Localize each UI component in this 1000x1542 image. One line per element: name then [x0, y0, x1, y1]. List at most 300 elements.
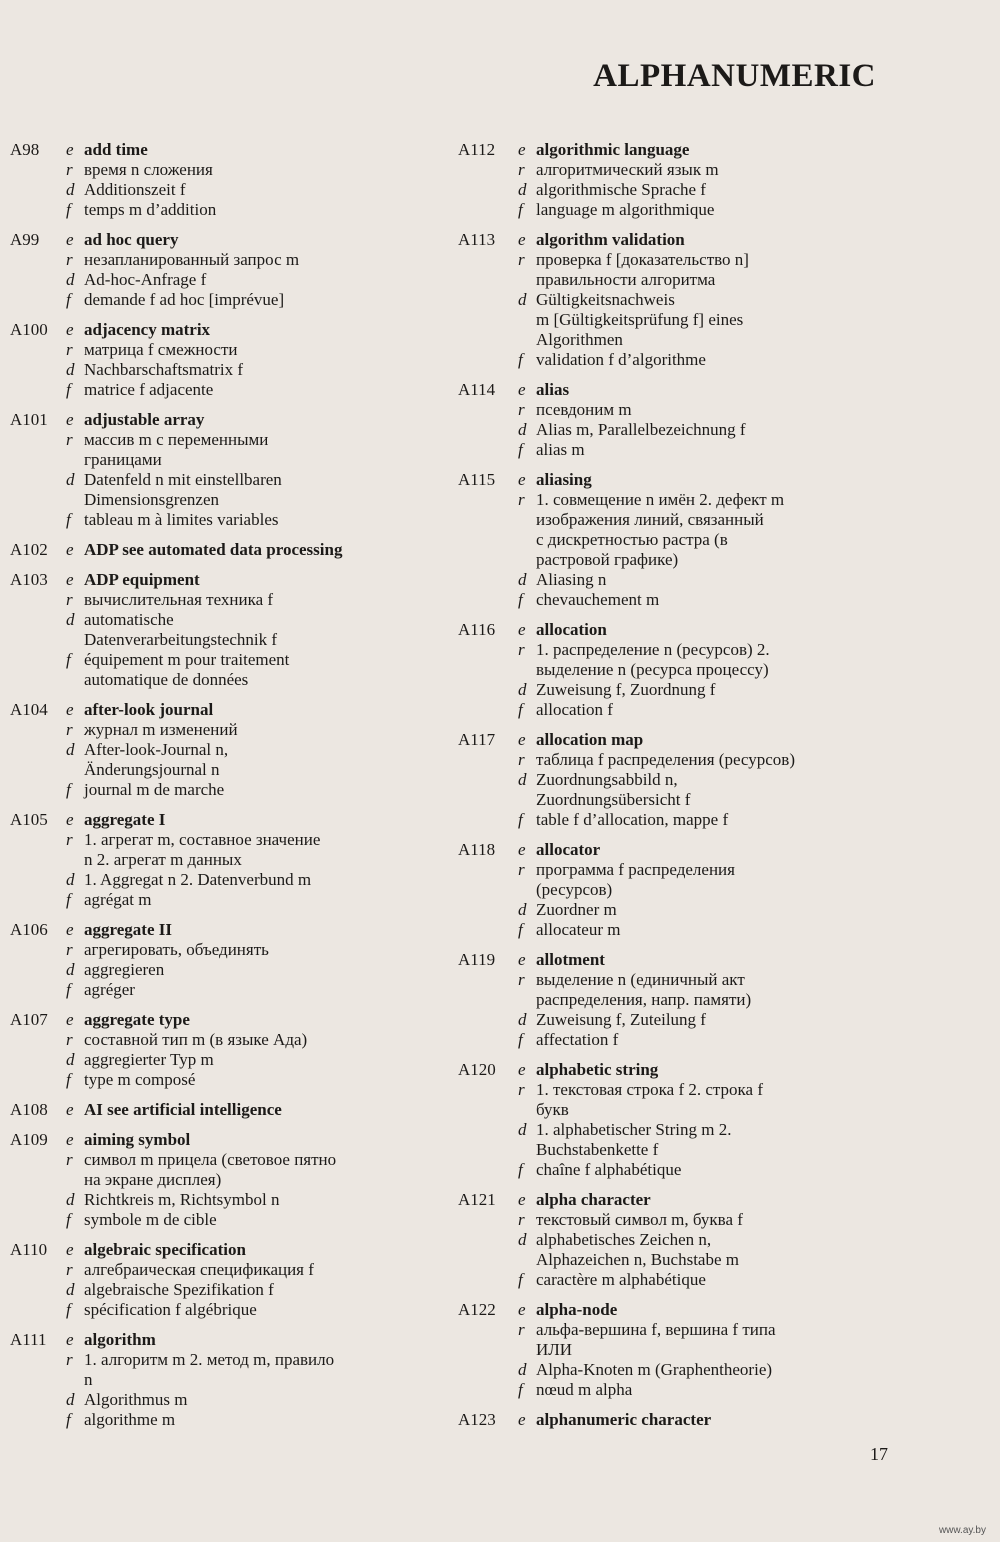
language-label: d — [66, 1390, 75, 1409]
translation-text: Änderungsjournal n — [84, 760, 220, 779]
translation-line — [66, 360, 430, 380]
page-header: ALPHANUMERIC — [593, 58, 876, 94]
translation-line — [66, 1280, 430, 1300]
language-label: e — [518, 730, 526, 749]
translation-line — [518, 860, 858, 880]
translation-text: букв — [536, 1100, 569, 1119]
entry-number: A117 — [458, 730, 496, 749]
translation-text: validation f d’algorithme — [536, 350, 706, 369]
language-label — [518, 270, 536, 290]
translation-text: algebraische Spezifikation f — [84, 1280, 274, 1299]
translation-line — [518, 180, 858, 200]
language-label — [518, 1250, 536, 1270]
translation-line — [518, 700, 858, 720]
translation-line — [66, 850, 430, 870]
translation-text: составной тип m (в языке Ада) — [84, 1030, 308, 1049]
entry-number: A115 — [458, 470, 496, 489]
translation-text: language m algorithmique — [536, 200, 715, 219]
translation-text: алгоритмический язык m — [536, 160, 719, 179]
translation-line — [518, 990, 858, 1010]
dictionary-entry — [10, 1100, 430, 1120]
translation-text: Algorithmus m — [84, 1390, 188, 1409]
language-label — [66, 850, 84, 870]
translation-text: Datenfeld n mit einstellbaren — [84, 470, 282, 489]
language-label — [518, 790, 536, 810]
language-label: f — [518, 350, 523, 369]
language-label: f — [518, 1160, 523, 1179]
language-label — [66, 490, 84, 510]
translation-line — [518, 840, 858, 860]
translation-line — [518, 1270, 858, 1290]
language-label — [518, 530, 536, 550]
translation-line — [518, 420, 858, 440]
translation-line — [518, 770, 858, 790]
entry-number: A113 — [458, 230, 496, 249]
translation-text: матрица f смежности — [84, 340, 238, 359]
language-label: f — [66, 780, 71, 799]
dictionary-entry — [10, 700, 430, 800]
language-label: r — [518, 490, 525, 509]
language-label: e — [518, 1190, 526, 1209]
translation-text: alias m — [536, 440, 585, 459]
translation-line — [518, 270, 858, 290]
translation-line — [518, 140, 858, 160]
language-label: e — [66, 700, 74, 719]
translation-line — [66, 200, 430, 220]
translation-text: незапланированный запрос m — [84, 250, 300, 269]
translation-text: Buchstabenkette f — [536, 1140, 659, 1159]
translation-line — [66, 830, 430, 850]
translation-text: массив m с переменными — [84, 430, 269, 449]
left-column — [10, 140, 430, 1440]
language-label: r — [518, 860, 525, 879]
language-label — [66, 450, 84, 470]
translation-text: automatique de données — [84, 670, 249, 689]
dictionary-entry — [458, 730, 858, 830]
translation-line — [518, 1340, 858, 1360]
translation-line — [518, 620, 858, 640]
translation-line — [518, 790, 858, 810]
translation-line — [518, 1210, 858, 1230]
entry-number: A120 — [458, 1060, 496, 1079]
page-number: 17 — [870, 1444, 888, 1464]
translation-text: automatische — [84, 610, 174, 629]
language-label: d — [66, 960, 75, 979]
entry-body — [518, 950, 858, 1050]
language-label: d — [518, 180, 527, 199]
entry-body — [66, 1130, 430, 1230]
dictionary-entry — [458, 950, 858, 1050]
entry-number: A100 — [10, 320, 48, 339]
translation-text: (ресурсов) — [536, 880, 613, 899]
entry-body — [66, 570, 430, 690]
dictionary-entry — [10, 1010, 430, 1090]
translation-text: выделение n (единичный акт — [536, 970, 745, 989]
translation-line — [66, 1070, 430, 1090]
translation-text: équipement m pour traitement — [84, 650, 290, 669]
headword: ADP see automated data processing — [84, 540, 343, 559]
language-label: f — [66, 510, 71, 529]
language-label: r — [66, 160, 73, 179]
headword: ad hoc query — [84, 230, 179, 249]
language-label: d — [66, 1050, 75, 1069]
entry-number: A103 — [10, 570, 48, 589]
language-label: d — [518, 570, 527, 589]
headword: aliasing — [536, 470, 592, 489]
translation-text: 1. Aggregat n 2. Datenverbund m — [84, 870, 312, 889]
language-label: e — [518, 140, 526, 159]
translation-line — [66, 1150, 430, 1170]
language-label — [66, 630, 84, 650]
entry-body — [518, 1410, 858, 1430]
headword: allocator — [536, 840, 601, 859]
translation-text: n 2. агрегат m данных — [84, 850, 242, 869]
translation-line — [66, 940, 430, 960]
translation-text: проверка f [доказательство n] — [536, 250, 749, 269]
translation-text: 1. alphabetischer String m 2. — [536, 1120, 732, 1139]
entry-number: A104 — [10, 700, 48, 719]
translation-line — [66, 450, 430, 470]
language-label: e — [66, 920, 74, 939]
translation-text: demande f ad hoc [imprévue] — [84, 290, 285, 309]
language-label: f — [66, 890, 71, 909]
headword: aggregate II — [84, 920, 172, 939]
translation-text: affectation f — [536, 1030, 619, 1049]
translation-line — [518, 1380, 858, 1400]
translation-line — [66, 780, 430, 800]
translation-line — [66, 490, 430, 510]
entry-body — [66, 1240, 430, 1320]
entry-body — [518, 730, 858, 830]
dictionary-entry — [10, 140, 430, 220]
language-label: f — [66, 290, 71, 309]
translation-line — [518, 880, 858, 900]
translation-text: type m composé — [84, 1070, 196, 1089]
entry-number: A107 — [10, 1010, 48, 1029]
language-label: f — [66, 1410, 71, 1429]
language-label: r — [66, 830, 73, 849]
language-label: f — [66, 1210, 71, 1229]
entry-number: A123 — [458, 1410, 496, 1429]
translation-text: символ m прицела (световое пятно — [84, 1150, 337, 1169]
translation-text: spécification f algébrique — [84, 1300, 257, 1319]
translation-text: Ad-hoc-Anfrage f — [84, 270, 207, 289]
translation-line — [518, 680, 858, 700]
translation-text: ИЛИ — [536, 1340, 573, 1359]
translation-line — [66, 960, 430, 980]
translation-text: table f d’allocation, mappe f — [536, 810, 729, 829]
dictionary-entry — [10, 1240, 430, 1320]
translation-line — [518, 1120, 858, 1140]
translation-text: выделение n (ресурса процессу) — [536, 660, 769, 679]
dictionary-entry — [458, 380, 858, 460]
language-label: e — [518, 950, 526, 969]
translation-line — [518, 750, 858, 770]
translation-line — [66, 630, 430, 650]
language-label: d — [66, 740, 75, 759]
translation-text: Aliasing n — [536, 570, 607, 589]
translation-text: Zuordnungsübersicht f — [536, 790, 691, 809]
translation-line — [66, 270, 430, 290]
translation-text: растровой графике) — [536, 550, 679, 569]
language-label — [66, 670, 84, 690]
translation-text: temps m d’addition — [84, 200, 217, 219]
headword: aggregate I — [84, 810, 166, 829]
entry-body — [518, 230, 858, 370]
translation-text: Zuweisung f, Zuordnung f — [536, 680, 716, 699]
language-label: e — [518, 840, 526, 859]
translation-line — [66, 1210, 430, 1230]
headword: allocation map — [536, 730, 644, 749]
language-label — [66, 760, 84, 780]
headword: alpha-node — [536, 1300, 618, 1319]
language-label: r — [518, 160, 525, 179]
language-label: f — [66, 200, 71, 219]
translation-text: Dimensionsgrenzen — [84, 490, 220, 509]
translation-line — [66, 320, 430, 340]
language-label: e — [518, 1060, 526, 1079]
translation-line — [518, 550, 858, 570]
translation-line — [66, 1130, 430, 1150]
headword: aggregate type — [84, 1010, 190, 1029]
translation-line — [518, 590, 858, 610]
entry-number: A118 — [458, 840, 496, 859]
translation-text: псевдоним m — [536, 400, 632, 419]
language-label — [518, 880, 536, 900]
headword: AI see artificial intelligence — [84, 1100, 282, 1119]
translation-line — [66, 1010, 430, 1030]
translation-line — [518, 970, 858, 990]
language-label — [518, 660, 536, 680]
language-label: f — [66, 1300, 71, 1319]
translation-line — [66, 430, 430, 450]
entry-number: A112 — [458, 140, 496, 159]
language-label: d — [66, 610, 75, 629]
translation-line — [518, 160, 858, 180]
translation-line — [66, 180, 430, 200]
entry-number: A119 — [458, 950, 496, 969]
dictionary-entry — [458, 140, 858, 220]
language-label: e — [66, 1330, 74, 1349]
translation-line — [66, 470, 430, 490]
translation-text: Richtkreis m, Richtsymbol n — [84, 1190, 280, 1209]
language-label: e — [66, 1010, 74, 1029]
dictionary-entry — [458, 1060, 858, 1180]
entry-body — [66, 540, 430, 560]
translation-line — [66, 380, 430, 400]
language-label: f — [518, 810, 523, 829]
translation-line — [518, 1230, 858, 1250]
dictionary-entry — [10, 320, 430, 400]
language-label: d — [518, 680, 527, 699]
translation-line — [66, 1170, 430, 1190]
language-label: e — [66, 1100, 74, 1119]
translation-text: Datenverarbeitungstechnik f — [84, 630, 278, 649]
translation-line — [518, 440, 858, 460]
translation-line — [518, 570, 858, 590]
language-label: f — [66, 380, 71, 399]
translation-line — [518, 1320, 858, 1340]
language-label: f — [518, 920, 523, 939]
watermark: www.ay.by — [938, 1525, 986, 1536]
language-label: f — [518, 1030, 523, 1049]
language-label: f — [518, 1270, 523, 1289]
translation-line — [66, 980, 430, 1000]
translation-line — [66, 870, 430, 890]
translation-line — [66, 570, 430, 590]
entry-number: A109 — [10, 1130, 48, 1149]
language-label: e — [66, 230, 74, 249]
translation-text: текстовый символ m, буква f — [536, 1210, 743, 1229]
entry-body — [518, 1060, 858, 1180]
translation-text: 1. текстовая строка f 2. строка f — [536, 1080, 764, 1099]
headword: aiming symbol — [84, 1130, 191, 1149]
translation-text: algorithmische Sprache f — [536, 180, 706, 199]
translation-text: chaîne f alphabétique — [536, 1160, 682, 1179]
language-label: d — [518, 770, 527, 789]
translation-line — [66, 540, 430, 560]
language-label: r — [518, 970, 525, 989]
translation-line — [518, 200, 858, 220]
dictionary-entry — [458, 1300, 858, 1400]
translation-line — [66, 700, 430, 720]
translation-text: symbole m de cible — [84, 1210, 217, 1229]
language-label — [518, 1100, 536, 1120]
entry-body — [66, 920, 430, 1000]
translation-line — [518, 1100, 858, 1120]
translation-text: Zuweisung f, Zuteilung f — [536, 1010, 706, 1029]
translation-text: aggregieren — [84, 960, 165, 979]
language-label — [518, 990, 536, 1010]
translation-text: 1. агрегат m, составное значение — [84, 830, 321, 849]
translation-line — [518, 1030, 858, 1050]
language-label: d — [518, 1010, 527, 1029]
translation-text: allocateur m — [536, 920, 621, 939]
translation-text: aggregierter Typ m — [84, 1050, 214, 1069]
translation-line — [518, 1190, 858, 1210]
dictionary-entry — [458, 840, 858, 940]
language-label: f — [518, 200, 523, 219]
translation-line — [518, 530, 858, 550]
headword: alphanumeric character — [536, 1410, 712, 1429]
translation-line — [518, 1140, 858, 1160]
translation-text: Alias m, Parallelbezeichnung f — [536, 420, 746, 439]
translation-text: журнал m изменений — [84, 720, 238, 739]
translation-text: изображения линий, связанный — [536, 510, 764, 529]
language-label: r — [518, 1080, 525, 1099]
translation-text: m [Gültigkeitsprüfung f] eines — [536, 310, 744, 329]
dictionary-entry — [458, 1190, 858, 1290]
headword: adjustable array — [84, 410, 205, 429]
language-label: r — [66, 340, 73, 359]
translation-line — [66, 610, 430, 630]
translation-line — [518, 1010, 858, 1030]
language-label: e — [66, 570, 74, 589]
language-label: d — [518, 1120, 527, 1139]
translation-text: на экране дисплея) — [84, 1170, 222, 1189]
language-label: r — [66, 430, 73, 449]
dictionary-entry — [10, 540, 430, 560]
language-label: d — [66, 870, 75, 889]
translation-line — [518, 1410, 858, 1430]
translation-text: с дискретностью растра (в — [536, 530, 728, 549]
translation-line — [66, 1030, 430, 1050]
translation-text: Alpha-Knoten m (Graphentheorie) — [536, 1360, 773, 1379]
entry-body — [66, 320, 430, 400]
language-label — [518, 1340, 536, 1360]
translation-text: Algorithmen — [536, 330, 623, 349]
translation-line — [66, 1370, 430, 1390]
translation-text: Gültigkeitsnachweis — [536, 290, 675, 309]
translation-line — [66, 890, 430, 910]
entry-body — [518, 380, 858, 460]
language-label: f — [66, 1070, 71, 1089]
translation-line — [66, 510, 430, 530]
translation-line — [518, 950, 858, 970]
translation-line — [66, 920, 430, 940]
dictionary-entry — [458, 230, 858, 370]
language-label: e — [518, 230, 526, 249]
entry-body — [66, 410, 430, 530]
translation-line — [518, 230, 858, 250]
headword: algorithmic language — [536, 140, 690, 159]
entry-body — [66, 140, 430, 220]
translation-line — [66, 1240, 430, 1260]
language-label: e — [66, 1240, 74, 1259]
language-label: r — [518, 640, 525, 659]
translation-line — [518, 470, 858, 490]
translation-line — [518, 730, 858, 750]
entry-body — [66, 1330, 430, 1430]
headword: alpha character — [536, 1190, 651, 1209]
language-label: f — [66, 650, 71, 669]
translation-line — [518, 640, 858, 660]
language-label — [518, 1140, 536, 1160]
language-label: e — [66, 320, 74, 339]
entry-number: A110 — [10, 1240, 48, 1259]
headword: after-look journal — [84, 700, 214, 719]
language-label: e — [518, 470, 526, 489]
entry-body — [66, 810, 430, 910]
language-label: e — [518, 1410, 526, 1429]
translation-line — [66, 740, 430, 760]
translation-text: таблица f распределения (ресурсов) — [536, 750, 795, 769]
language-label: r — [518, 1210, 525, 1229]
translation-line — [518, 1300, 858, 1320]
translation-line — [518, 1160, 858, 1180]
entry-number: A101 — [10, 410, 48, 429]
language-label — [66, 1370, 84, 1390]
entry-body — [518, 840, 858, 940]
language-label: d — [66, 1280, 75, 1299]
language-label: r — [66, 1150, 73, 1169]
translation-text: границами — [84, 450, 162, 469]
translation-line — [66, 590, 430, 610]
translation-line — [518, 510, 858, 530]
translation-line — [66, 1050, 430, 1070]
language-label: f — [518, 440, 523, 459]
language-label: r — [518, 1320, 525, 1339]
translation-line — [66, 1100, 430, 1120]
translation-text: распределения, напр. памяти) — [536, 990, 752, 1009]
translation-line — [66, 810, 430, 830]
translation-text: algorithme m — [84, 1410, 176, 1429]
translation-text: caractère m alphabétique — [536, 1270, 706, 1289]
translation-line — [66, 1300, 430, 1320]
headword: allocation — [536, 620, 607, 639]
translation-line — [518, 1060, 858, 1080]
language-label: r — [518, 750, 525, 769]
